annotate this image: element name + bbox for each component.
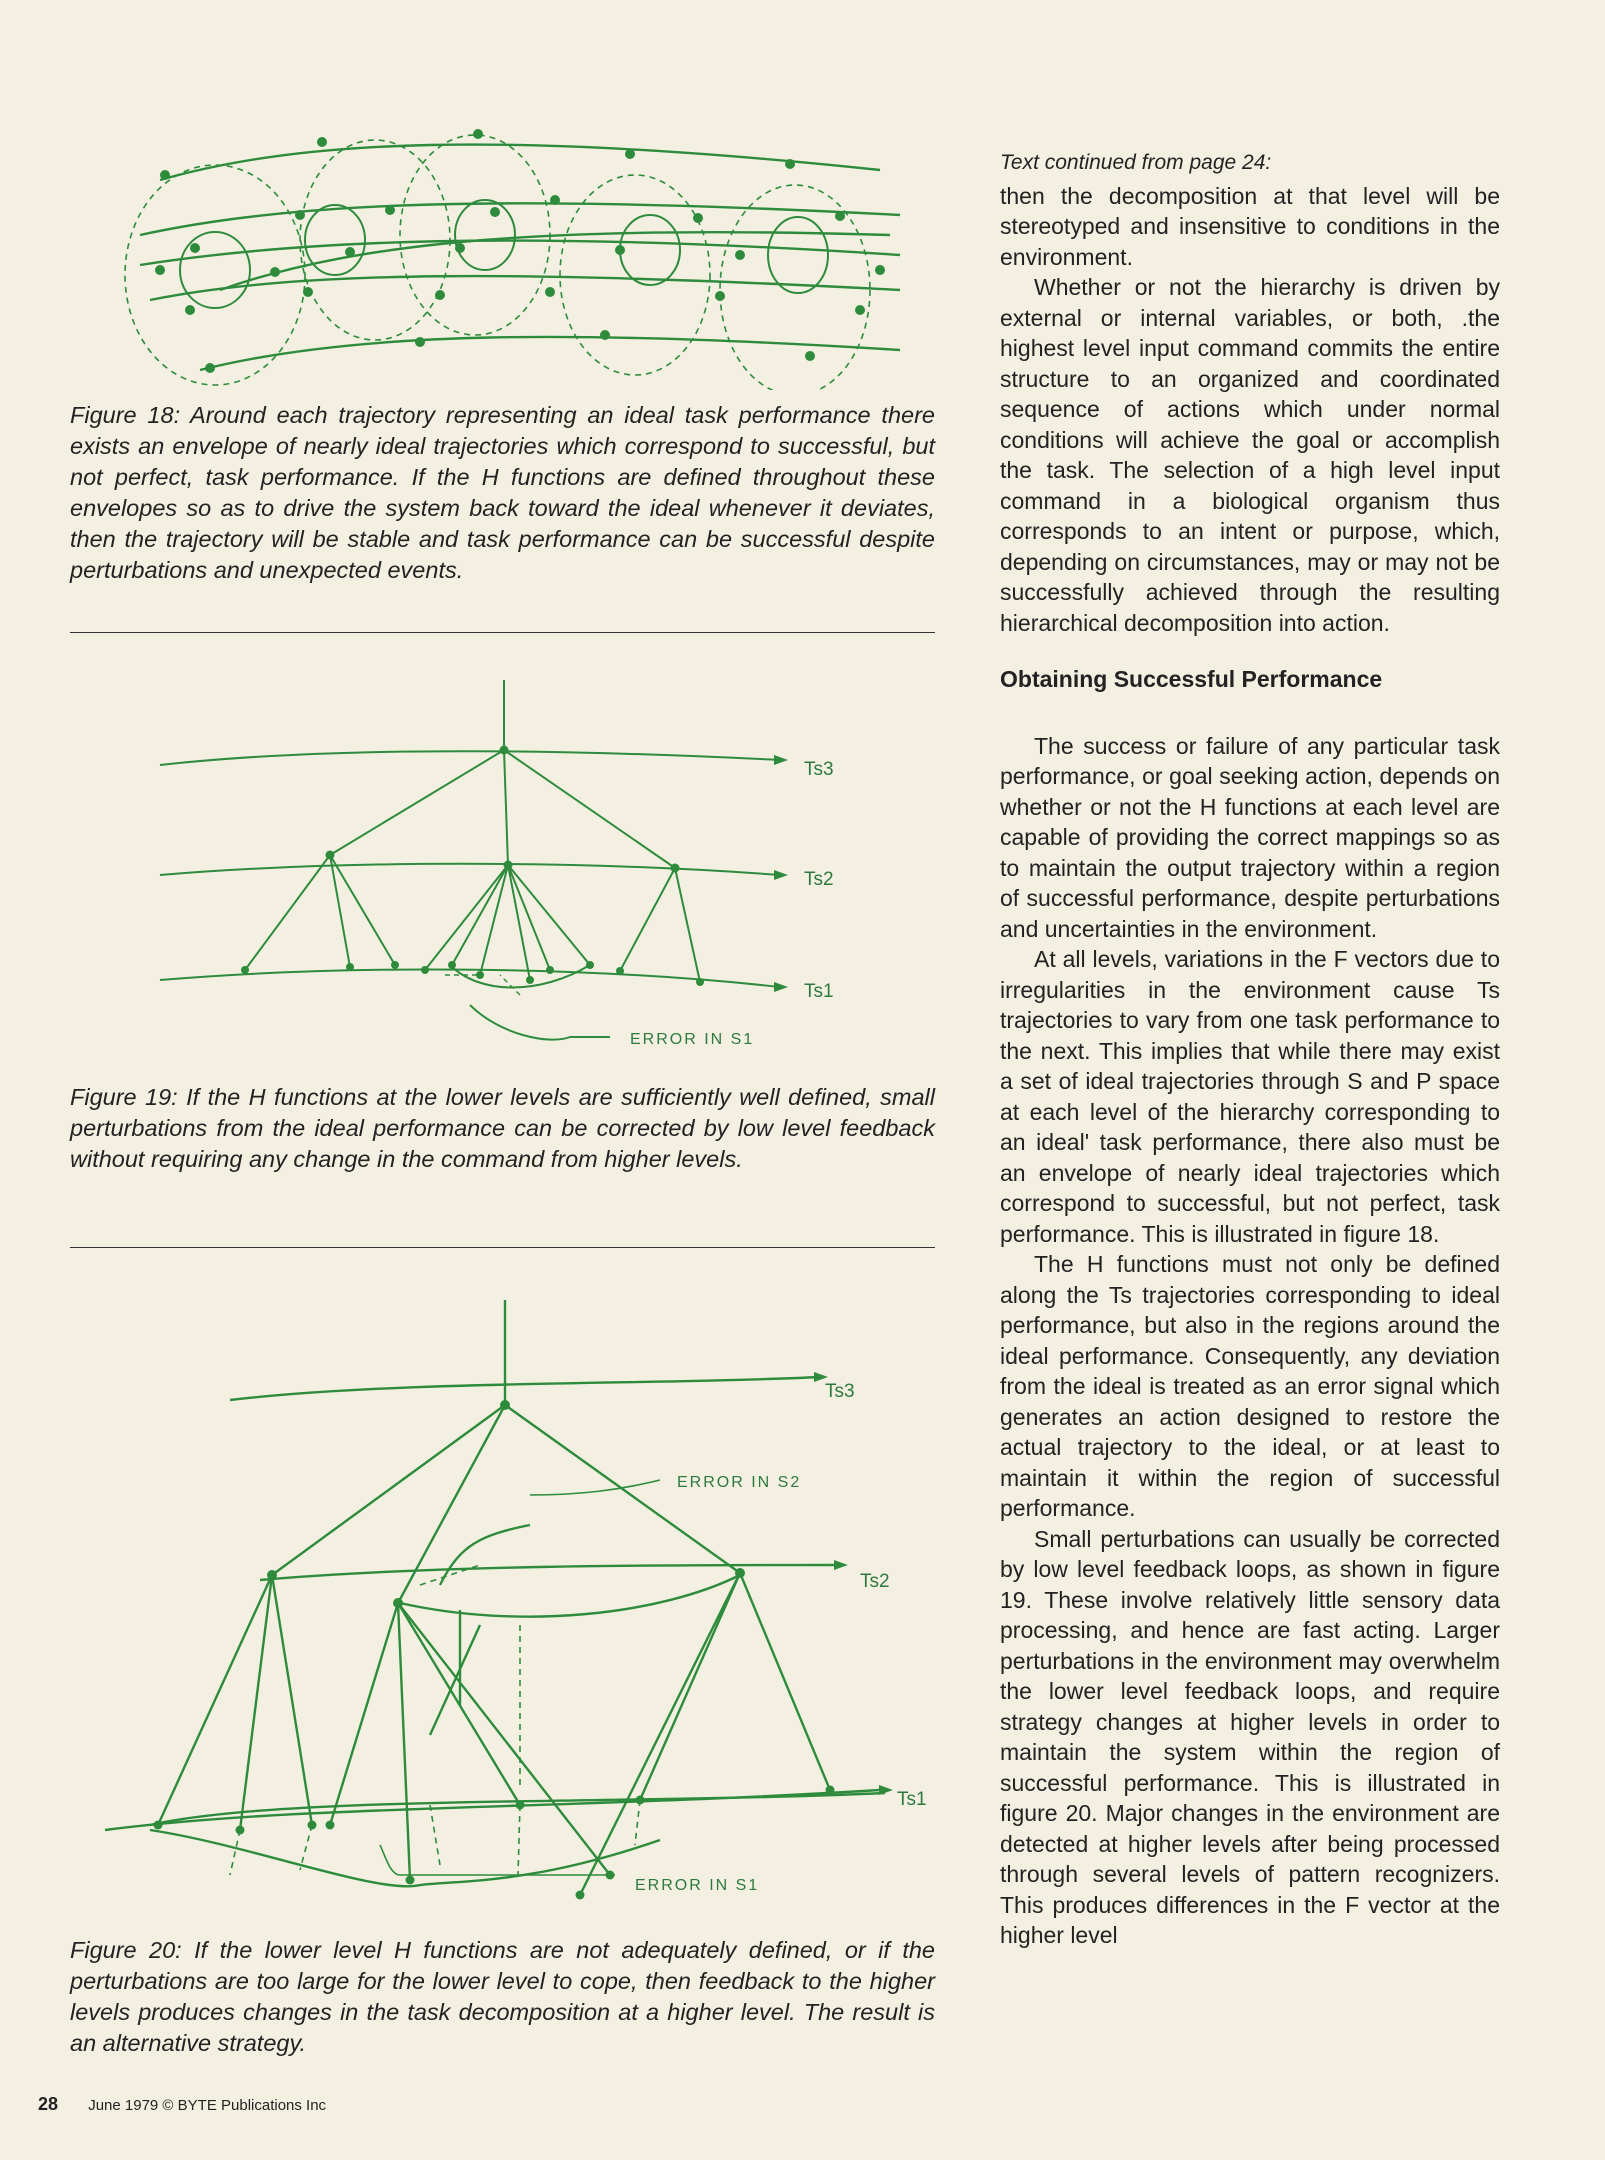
figure-20-diagram <box>100 1285 930 1925</box>
paragraph: At all levels, variations in the F vectors due to irregularities in the environment cause Ts trajectories to vary from one task performance to the next. This implies that while there may exist a set of ideal trajectories through S and P space at each level of the hierarchy corresponding to an ideal' task performance, there also must be an envelope of nearly ideal trajectories which correspond to successful, but not perfect, task performance. This is illustrated in figure 18. <box>1000 946 1500 1247</box>
continued-note: Text continued from page 24: <box>1000 151 1272 174</box>
fig20-label-error-s2: ERROR IN S2 <box>677 1474 802 1491</box>
figure-18-caption: Figure 18: Around each trajectory representing an ideal task performance there exists an envelope of nearly ideal trajectories which correspond to successful, but not perfect, task performance. If the H functions are defined throughout these envelopes so as to drive the system back toward the ideal whenever it deviates, then the trajectory will be stable and task performance can be successful despite perturbations and unexpected events. <box>70 402 935 583</box>
paragraph: Whether or not the hierarchy is driven by external or internal variables, or both, .the highest level input command commits the entire structure to an organized and coordinated sequence of actions which under normal conditions will achieve the goal or accomplish the task. The selection of a high level input command in a biological organism thus corresponds to an intent or purpose, which, depending on circumstances, may or may not be successfully achieved through the resulting hierarchical decomposition into action. <box>1000 274 1500 636</box>
figure-18-diagram <box>100 120 930 390</box>
page-number: 28 <box>38 2094 59 2114</box>
divider <box>70 1247 935 1248</box>
fig19-label-ts1: Ts1 <box>804 981 834 1002</box>
fig20-label-ts1: Ts1 <box>897 1789 927 1810</box>
footer-text: June 1979 © BYTE Publications Inc <box>88 2097 327 2114</box>
article-column <box>1000 148 1500 1951</box>
page-footer <box>38 2094 326 2115</box>
paragraph: then the decomposition at that level will be stereotyped and insensitive to conditions in the environment. <box>1000 182 1500 270</box>
fig20-label-ts3: Ts3 <box>825 1381 855 1402</box>
fig19-label-error: ERROR IN S1 <box>630 1031 755 1048</box>
figure-20-caption: Figure 20: If the lower level H functions are not adequately defined, or if the perturbations are too large for the lower level to cope, then feedback to the higher levels produces changes in the task decomposition at a higher level. The result is an alternative strategy. <box>70 1937 935 2056</box>
figure-19-caption: Figure 19: If the H functions at the lower levels are sufficiently well defined, small perturbations from the ideal performance can be corrected by low level feedback without requiring any change in the command from higher levels. <box>70 1084 935 1172</box>
divider <box>70 632 935 633</box>
paragraph: Small perturbations can usually be corrected by low level feedback loops, as shown in figure 19. These involve relatively little sensory data processing, and hence are fast acting. Larger perturbations in the environment may overwhelm the lower level feedback loops, and require strategy changes at higher levels in order to maintain the system within the region of successful performance. This is illustrated in figure 20. Major changes in the environment are detected at higher levels after being processed through several levels of pattern recognizers. This produces differences in the F vector at the higher level <box>1000 1525 1500 1948</box>
figure-20-svg <box>100 1285 930 1925</box>
paragraph: The success or failure of any particular task performance, or goal seeking action, depends on whether or not the H functions at each level are capable of providing the correct mappings so as to maintain the output trajectory within a region of successful performance, despite perturbations and uncertainties in the environment. <box>1000 732 1500 942</box>
section-heading: Obtaining Successful Performance <box>1000 666 1383 692</box>
figure-19-diagram <box>140 675 900 1065</box>
fig20-label-ts2: Ts2 <box>860 1571 890 1592</box>
fig19-label-ts3: Ts3 <box>804 759 834 780</box>
figure-18-svg <box>100 120 930 390</box>
fig20-label-error-s1: ERROR IN S1 <box>635 1877 760 1894</box>
paragraph: The H functions must not only be defined along the Ts trajectories corresponding to ideal performance, but also in the regions around the ideal performance. Consequently, any deviation from the ideal is treated as an error signal which generates an action designed to restore the actual trajectory to the ideal, or at least to maintain it within the region of successful performance. <box>1000 1251 1500 1521</box>
figure-19-svg <box>140 675 900 1065</box>
fig19-label-ts2: Ts2 <box>804 869 834 890</box>
